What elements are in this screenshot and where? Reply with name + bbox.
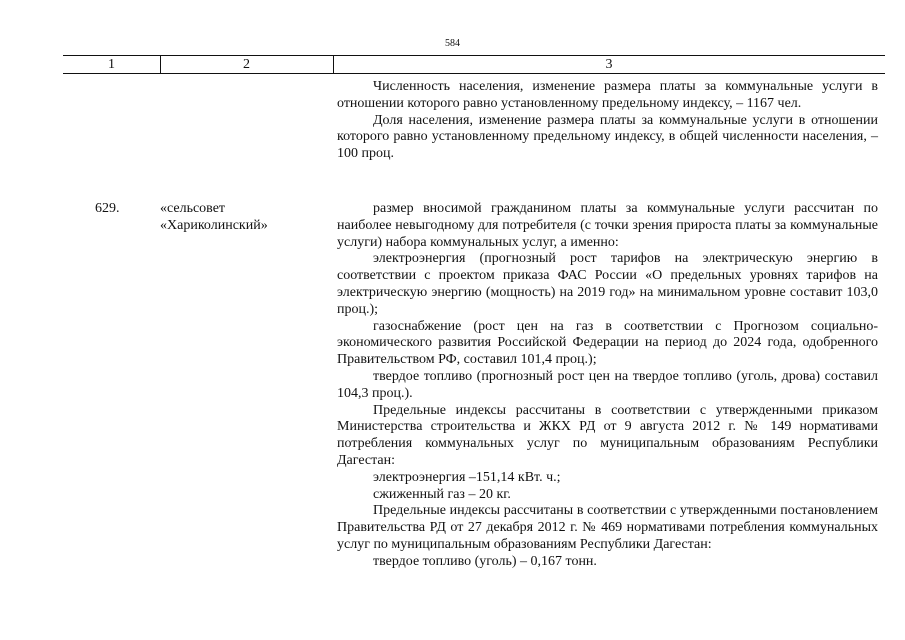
entry-name-line2: «Хариколинский» — [160, 217, 268, 233]
entry-paragraph: твердое топливо (прогнозный рост цен на твердое топливо (уголь, дрова) составил 104,3 проц.). — [337, 368, 878, 401]
column-3-header: 3 — [605, 57, 613, 72]
entry-paragraph: электроэнергия (прогнозный рост тарифов на электрическую энергию в соответствии с проектом приказа ФАС России «О предельных уровнях тарифов на электрическую энергию (мощность) на 2019 год» на минимальном уровне составит 103,0 проц.); — [337, 251, 878, 317]
entry-paragraph: твердое топливо (уголь) – 0,167 тонн. — [373, 553, 597, 569]
entry-paragraph: газоснабжение (рост цен на газ в соответствии с Прогнозом социально-экономического развития Российской Федерации на период до 2024 года, одобренного Правительством РФ, составил 101,4 проц.); — [337, 318, 878, 368]
table-header-row — [63, 55, 885, 74]
population-share-paragraph: Доля населения, изменение размера платы за коммунальные услуги в отношении которого равно установленному предельному индексу, в общей численности населения, – 100 проц. — [337, 112, 878, 162]
entry-name — [160, 201, 310, 235]
entry-description — [337, 201, 878, 571]
entry-name-line1: «сельсовет — [160, 201, 226, 216]
entry-paragraph: размер вносимой гражданином платы за коммунальные услуги рассчитан по наиболее невыгодному для потребителя (с точки зрения прироста платы за коммунальные услуги) набора коммунальных услуг, а именно: — [337, 201, 878, 250]
population-paragraph: Численность населения, изменение размера платы за коммунальные услуги в отношении которого равно установленному предельному индексу, – 1167 чел. — [337, 79, 878, 111]
continuation-text — [337, 79, 878, 163]
column-1-header: 1 — [108, 57, 115, 72]
entry-paragraph: электроэнергия –151,14 кВт. ч.; — [373, 469, 561, 485]
entry-paragraph: Предельные индексы рассчитаны в соответствии с утвержденными постановлением Правительства РД от 27 декабря 2012 г. № 469 нормативами потребления коммунальных услуг по муниципальным образованиям Республики Дагестан: — [337, 503, 878, 552]
column-2-header: 2 — [243, 57, 250, 72]
entry-paragraph: сжиженный газ – 20 кг. — [373, 486, 511, 502]
page-number: 584 — [445, 38, 460, 49]
entry-number: 629. — [95, 201, 120, 216]
entry-paragraph: Предельные индексы рассчитаны в соответствии с утвержденными приказом Министерства строительства и ЖКХ РД от 9 августа 2012 г. № 149 нормативами потребления коммунальных услуг по муниципальным образованиям Республики Дагестан: — [337, 402, 878, 468]
